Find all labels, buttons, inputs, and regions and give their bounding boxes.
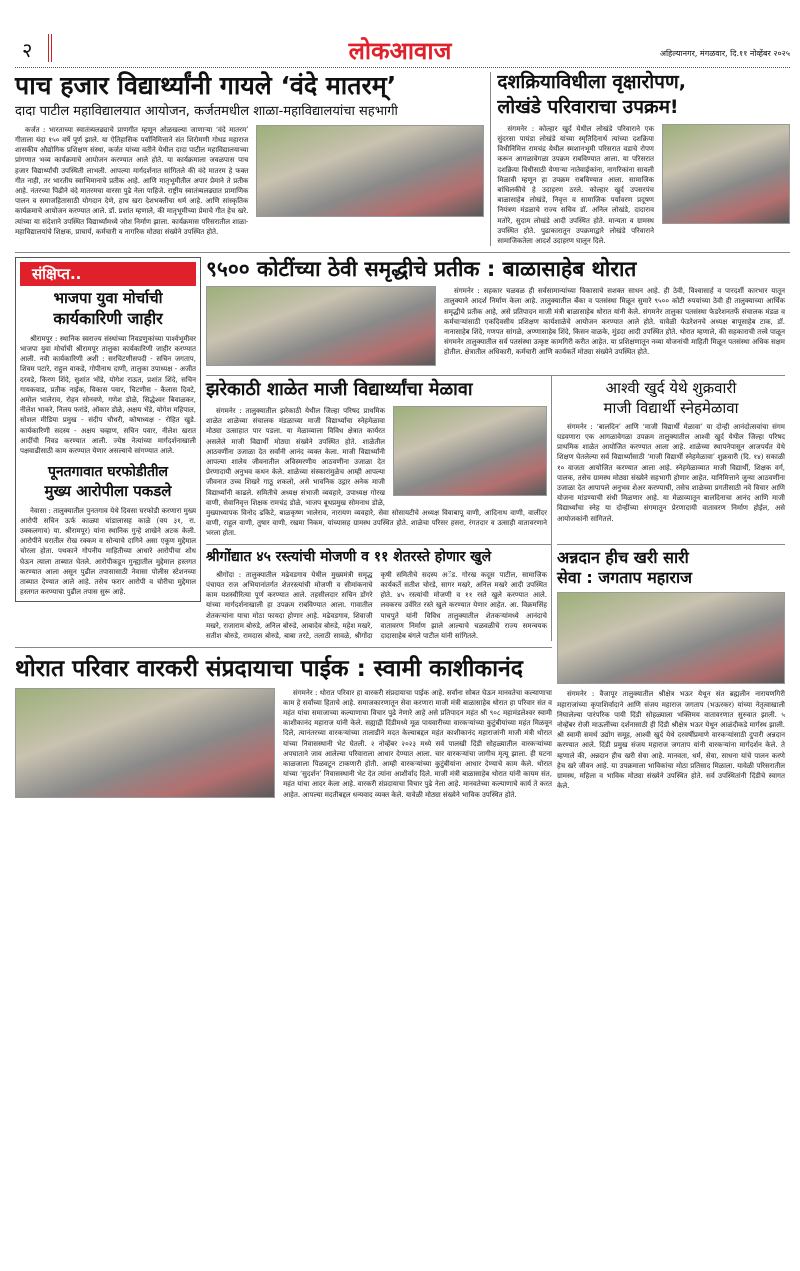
- story3-body: संगमनेर : सहकार चळवळ ही सर्वसामान्यांच्या विकासाचे सशक्त साधन आहे. ही ठेवी, विश्वासार्ह व पारदर्शी कारभार यातून तालुक्याने आदर्श निर्माण केला आहे. तालुक्यातील बँका व पतसंस्था मिळून सुमारे ९५०० कोटी रुपयांच्या ठेवी ही तालुक्याच्या आर्थिक समृद्धीचे प्रतीक आहे, असे प्रतिपादन माजी मंत्री बाळासाहेब थोरात यांनी केले. संगमनेर तालुका पतसंस्था फेडरेशनतर्फे संचालक मंडळ व कर्मचाऱ्यांसाठी एकदिवसीय प्रशिक्षण कार्यशाळेचे आयोजन करण्यात आले होते. यावेळी फेडरेशनचे अध्यक्ष बापूसाहेब टाक, डॉ. नानासाहेब शिंदे, गणपत सांगळे, अण्णासाहेब शिंदे, किसन वाळके, मुंडदा आदी उपस्थित होते. थोरात म्हणाले, की सहकाराची तत्त्वे पाळून संगमनेर तालुक्यातील सर्व पतसंस्था उत्कृष्ट कामगिरी करीत आहेत. या प्रशिक्षणातून नव्या योजनांची माहिती मिळून पतसंस्था अधिक सक्षम होतील. क्षेत्रातील अधिकारी, कर्मचारी आणि कार्यकर्ते मोठ्या संख्येने उपस्थित होते.: [206, 286, 785, 370]
- story1-subhead: दादा पाटील महाविद्यालयात आयोजन, कर्जतमधील शाळा-महाविद्यालयांचा सहभागी: [15, 103, 398, 119]
- story8-photo: [15, 688, 275, 798]
- story7: [557, 545, 785, 802]
- story4: [206, 376, 552, 544]
- brief2-body: नेवासा : तालुक्यातील पुनतगाव येथे दिवसा घरफोडी करणारा मुख्य आरोपी सचिन ऊर्फ काळ्या चांडालासह काळे (वय ३१, रा. उक्कलगाव) या. श्रीरामपूर) यांना स्थानिक गुन्हे शाखेने अटक केली. आरोपीने घरातील रोख रक्कम व सोन्याचे दागिने असा एकूण मुद्देमाल चोरला होता. पथकाने गोपनीय माहितीच्या आधारे आरोपीचा शोध घेऊन त्याला ताब्यात घेतले. आरोपीकडून गुन्ह्यातील मुद्देमाल हस्तगत करण्यात आला असून पुढील तपासासाठी नेवासा पोलीस स्टेशनच्या ताब्यात देण्यात आले आहे. तसेच फरार आरोपी व चोरीचा मुद्देमाल हस्तगत करण्याचा पुढील तपास सुरू आहे.: [20, 506, 196, 597]
- story4-body: संगमनेर : तालुक्यातील झरेकाठी येथील जिल्हा परिषद प्राथमिक शाळेत शाळेच्या संचालक मंडळाच्या माजी विद्यार्थ्यांचा स्नेहमेळावा मोठ्या उत्साहात पार पडला. या मेळाव्याला विविध क्षेत्रात कार्यरत असलेले माजी विद्यार्थी मोठ्या संख्येने उपस्थित होते. शाळेतील आठवणींना उजाळा देत सर्वांनी आनंद व्यक्त केला. माजी विद्यार्थ्यांनी आपल्या शालेय जीवनातील अविस्मरणीय आठवणींना उजाळा देत प्रेरणादायी अनुभव कथन केले. शाळेच्या संस्कारांमुळेच आम्ही आपल्या जीवनात उच्च शिखरे गाठू शकलो, असे भावनिक उद्गार अनेक माजी विद्यार्थ्यांनी काढले. समितीचे अध्यक्ष संभाजी व्यवहारे, उपाध्यक्ष गोरख वाणी, सेवानिवृत्त शिक्षक रामचंद्र डोळे, भाजप बूथप्रमुख सोमनाथ डोळे, मुख्याध्यापक विनोद ढकिटे, बाळकृष्ण भालेराव, नारायण व्यवहारे, सेवा सोसायटीचे अध्यक्ष विवाबापू वाणी, आदिनाथ वाणी, वालींदर वाणी, राहुल वाणी, तुषार वाणी, रखमा निकम, यांच्यासह ग्रामस्थ उपस्थित होते. शाळेचा परिसर हसरा, रंगतदार व उत्साही वातावरणाने भरला होता.: [206, 406, 547, 538]
- brief2-headline-line2: मुख्य आरोपीला पकडले: [44, 482, 172, 501]
- story5-headline-line2: माजी विद्यार्थी स्नेहमेळावा: [603, 398, 739, 417]
- story5-body: संगमनेर : ‘बालदिन’ आणि ‘माजी विद्यार्थी मेळावा’ या दोन्ही आनंदोत्सवांचा संगम घडवणारा एक आगळावेगळा उपक्रम तालुक्यातील आश्वी खुर्द येथील जिल्हा परिषद प्राथमिक शाळेत आयोजित करण्यात आला आहे. शाळेच्या स्थापनेपासून आजपर्यंत येथे शिक्षण घेतलेल्या सर्व विद्यार्थ्यांसाठी ‘माजी विद्यार्थी स्नेहमेळावा’ शुक्रवारी (दि. १४) सकाळी १० वाजता आयोजित करण्यात आला आहे. स्नेहमेळाव्यात माजी विद्यार्थी, शिक्षक वर्ग, पालक, तसेच ग्रामस्थ मोठ्या संख्येने सहभागी होणार आहेत. यानिमित्ताने जुन्या आठवणींना उजाळा देत आपापले अनुभव शेअर करण्याची, तसेच शाळेच्या प्रगतीसाठी नवे विचार आणि योजना मांडण्याची संधी मिळणार आहे. या मेळाव्यातून बालदिनाचा आनंद आणि माजी विद्यार्थ्यांचा स्नेह या दोन्हींच्या संगमातून प्रेरणादायी वातावरण निर्माण होईल, असे आयोजकांनी सांगितले.: [557, 422, 785, 523]
- top-row: [15, 68, 790, 253]
- story1-body: कर्जत : भारताच्या स्वातंत्र्यलढ्याचे प्राणगीत म्हणून ओळखल्या जाणाऱ्या ‘वंदे मातरम’ गीताला यंदा १५० वर्षे पूर्ण झाले. या ऐतिहासिक पर्वानिमित्ताने संत शिरोमणी गोधड महाराज शासकीय औद्योगिक प्रशिक्षण संस्था, कर्जत यांच्या वतीने येथील दादा पाटील महाविद्यालयाच्या प्रांगणात भव्य कार्यक्रमाचे आयोजन करण्यात आले होते. या कार्यक्रमाला जवळपास पाच हजार विद्यार्थ्यांची उपस्थिती लाभली. आपल्या मार्गदर्शनात सांगितले की वंदे मातरम हे फक्त गीत नाही, तर भारतीय स्वाभिमानाचे प्रतीक आहे. आणि मातृभूमीतील अपार प्रेमाने ते प्रतीक आहे. नंतरच्या पिढीने वंदे मातरमचा वारसा पुढे नेला पाहिजे. राष्ट्रीय स्वातंत्र्यलढ्यात प्रामाणिक पालन व समाजहितासाठी योगदान देणे, हाच खरा देशभक्तीचा धर्म आहे. आणि सांस्कृतिक कार्यक्रमाचे आयोजन करण्यात आले. डॉ. प्रशांत म्हणाले, की मातृभूमीच्या प्रेमाचे गीत हेच खरे. त्यांच्या या संदेशाने उपस्थित विद्यार्थ्यांमध्ये जोश निर्माण झाला. कार्यक्रमास परिसरातील शाळा-महाविद्यालयांचे शिक्षक, प्राचार्य, कर्मचारी व नागरिक मोठ्या संख्येने उपस्थित होते.: [15, 125, 484, 237]
- story4-photo: [393, 406, 547, 496]
- masthead-logo: लोकआवाज: [348, 37, 452, 65]
- brief-box: [15, 257, 201, 602]
- story2: [497, 72, 790, 246]
- story6-headline: श्रीगोंद्यात ४५ रस्त्यांची मोजणी व ११ शेतरस्ते होणार खुले: [206, 548, 492, 565]
- story3: [206, 257, 785, 376]
- brief2-headline-line1: पूनतगावात घरफोडीतील: [47, 464, 169, 481]
- story2-photo: [662, 124, 790, 224]
- story5: [557, 376, 785, 544]
- lower-grid: [15, 253, 790, 801]
- page-number: २: [22, 38, 33, 62]
- story8-body: संगमनेर : थोरात परिवार हा वारकरी संप्रदायाचा पाईक आहे. सर्वांना सोबत घेऊन मानवतेचा कल्याणाचा काम हे सर्वांच्या हिताचे आहे. समाजकारणातून सेवा करणारा माजी मंत्री बाळासाहेब थोरात हा परिवार संत व महंत यांचा समाजाच्या कल्याणाचा विचार पुढे नेणारे आहे असे प्रतिपादन महंत श्री ९०८ महामंडलेश्वर स्वामी काशीकानंद महाराज यांनी केले. सह्याद्री दिंडीमध्ये मूळ पायवारीच्या वारकऱ्यांच्या कुटुंबीयांच्या महंत मिळवून दिले, त्यानंतरच्या वारकऱ्यांच्या तालाडीने मदत केल्याबद्दल महंत काशीकानंद महाराजांनी माजी मंत्री थोरात यांच्या निवासस्थानी भेट घेतली. २ नोव्हेंबर २०२३ मध्ये सर्व पालखी दिंडी सोहळ्यातील वारकऱ्यांच्या अपघाताने जाव आलेल्या परिवाराला आधार देण्यात आला. चार वारकऱ्यांचा जागीच मृत्यू झाला. ही घटना काळजाला पिळवटून टाकणारी होती. आम्ही वारकऱ्यांच्या कुटुंबीयांना आधार देण्याचे काम केले. थोरात यांच्या ‘सुदर्शन’ निवासस्थानी भेट देत त्यांना आशीर्वाद दिले. माजी मंत्री बाळासाहेब थोरात यांनी कायम संत, महंत यांचा आदर केला आहे. वारकरी संप्रदायाचा विचार पुढे नेला आहे. मानवतेच्या कल्याणाचे कार्य ते करत आहेत. आपल्या मदतीबद्दल धन्यवाद व्यक्त केले. यावेळी मोठ्या संख्येने भाविक उपस्थित होते.: [15, 688, 552, 802]
- story2-body: संगमनेर : कोल्हार खुर्द येथील लोखंडे परिवाराने एक सुंदरसा पायंडा लोखंडे यांच्या स्मृतिदिनार्थ त्यांच्या दशक्रिया विधीनिमित्त रामचंद्र येथील स्मशानभूमी परिसरात वडाचे रोपण करून आगळावेगळा उपक्रम राबविण्यात आला. या परिसरात दशक्रिया विधीसाठी येणाऱ्या नातेवाईकांना, नागरिकांना सावली मिळावी म्हणून हा उपक्रम राबविण्यात आला. सामाजिक बांधिलकीचे हे उदाहरण ठरले. कोल्हार खुर्द उपसरपंच बाळासाहेब लोखंडे, निवृत्त व सामाजिक पर्यावरण प्रदूषण नियंत्रण मंडळाचे राज्य सचिव डॉ. अनिल लोखंडे, दादाराव मतोरे, सुदाम लोखंडे आदी उपस्थित होते. मान्यता व ग्रामस्थ उपस्थित होते. पुढाकारातून उपक्रमाद्वारे लोखंडे परिवाराने सामाजिकतेला आदर्श उदाहरण घालून दिले.: [497, 124, 790, 246]
- story7-headline-line2: सेवा : जगताप महाराज: [557, 567, 692, 587]
- story6: [206, 545, 552, 642]
- dateline: अहिल्यानगर, मंगळवार, दि.११ नोव्हेंबर २०२५: [659, 49, 790, 58]
- story2-headline-line2: लोखंडे परिवाराचा उपक्रम!: [497, 95, 679, 118]
- story1-headline: पाच हजार विद्यार्थ्यांनी गायले ‘वंदे मातरम्’: [15, 71, 397, 100]
- brief1-headline-line1: भाजपा युवा मोर्चाची: [53, 289, 163, 308]
- brief-label: संक्षिप्त..: [20, 262, 196, 286]
- story2-headline-line1: दशक्रियाविधीला वृक्षारोपण,: [497, 71, 686, 93]
- story6-body: श्रीगोंदा : तालुक्यातील मढेवडगाव येथील मुख्यमंत्री समृद्ध पंचायत राज अभियानांतर्गत शेतरस्त्यांची मोजणी व सीमांकनाचे काम यशस्वीरित्या पूर्ण करण्यात आले. तहसीलदार सचिन डोंगरे यांच्या मार्गदर्शनाखाली हा उपक्रम राबविण्यात आला. गावातील शेतकऱ्यांना याचा मोठा फायदा होणार आहे. मढेवडगाव, शिवाजी मखरे, राजाराम बोरुडे, अनिल बोरुडे, आबादेव बोरुडे, महेश मखरे, सतीश बोरुडे, रामदास बोरुडे, बाबा तरटे, तलाठी सावळे, श्रीगोंदा कृषी समितीचे सदस्य अॅड. गोरख कदूस पाटील, सामाजिक कार्यकर्ते सतीश चोरडे, सागर मखरे, अनिल मखरे आदी उपस्थित होते. ४५ रस्त्यांची मोजणी व ११ रस्ते खुले करण्यात आले. लवकरच उर्वरित रस्ते खुले करण्यात येणार आहेत. आ. विक्रमसिंह पाचपुते यांनी विविध तालुक्यातील शेतकऱ्यांमध्ये आनंदाचे वातावरण निर्माण झाले आल्याचे चळवळीचे राज्य समन्वयक दादासाहेब बंगले पाटील यांनी सांगितले.: [206, 570, 547, 640]
- story3-photo: [206, 286, 436, 366]
- story7-headline-line1: अन्नदान हीच खरी सारी: [557, 547, 689, 567]
- story3-headline: ९५०० कोटींच्या ठेवी समृद्धीचे प्रतीक : बाळासाहेब थोरात: [206, 257, 637, 282]
- page-number-rule: [48, 34, 52, 62]
- story1: [15, 72, 484, 246]
- story4-headline: झरेकाठी शाळेत माजी विद्यार्थ्यांचा मेळावा: [206, 379, 473, 401]
- brief1-headline-line2: कार्यकारिणी जाहीर: [53, 309, 163, 329]
- story8: [15, 647, 552, 801]
- story7-body: संगमनेर : वैजापूर तालुक्यातील श्रीक्षेत्र भऊर येथून संत ब्रह्मलीन नारायणगिरी महाराजांच्या कृपाशिर्वादाने आणि संजय महाराज जगताप (भऊरकर) यांच्या नेतृत्वाखाली निघालेल्या पारंपरिक पायी दिंडी सोहळ्याला भक्तिमय वातावरणात सुरुवात झाली. ५ नोव्हेंबर रोजी माऊलींच्या दर्शनासाठी ही दिंडी श्रीक्षेत्र भऊर येथून आळंदीकडे मार्गस्थ झाली. श्री स्वामी समर्थ उद्योग समूह, आश्वी खुर्द येथे दरवर्षीप्रमाणे वारकऱ्यांसाठी दुपारी अन्नदान करण्यात आले. दिंडी प्रमुख संजय महाराज जगताप यांनी वारकऱ्यांना मार्गदर्शन केले. ते म्हणाले की, अन्नदान हीच खरी सेवा आहे. मानवता, धर्म, सेवा, साधना यांचे पालन करणे हेच खरे जीवन आहे. या उपक्रमाला भाविकांचा मोठा प्रतिसाद मिळाला. यावेळी परिसरातील ग्रामस्थ, महिला व भाविक मोठ्या संख्येने उपस्थित होते. सर्व उपस्थितांनी दिंडीचे स्वागत केले.: [557, 690, 785, 791]
- story1-photo: [256, 125, 484, 217]
- column-divider: [490, 72, 491, 246]
- story7-photo: [557, 592, 785, 684]
- brief1-body: श्रीरामपूर : स्थानिक स्वराज्य संस्थांच्या निवडणुकांच्या पार्श्वभूमीवर भाजपा युवा मोर्चाची श्रीरामपूर तालुका कार्यकारिणी जाहीर करण्यात आली. नवी कार्यकारिणी अशी : सरचिटणीसपदी - सचिन जगताप, शिवम पटारे, राहुल वाकडे, गोपीनाथ दाणी, तालुका उपाध्यक्ष - अजीत दरवडे, किरण शिंदे, सुशांत भोंडे, योगेश राऊत, प्रशांत शिंदे, सचिन गायकवाड, प्रतीक नाईक, विकास पवार, चिटणीस - कैलास दिवटे, अमोल भालेराव, रोहन सोनवणे, गणेश डोळे, सिद्धेश्वर बिवाळकर, नीलेश भाकरे, निलय फरांडे, ओंकार डोळे, अक्षय भेंडे, योगेश महिपाल, सोशल मीडिया प्रमुख - संदीप चौधरी, कोषाध्यक्ष - रोहित खुडे. कार्यकारिणी सदस्य - अक्षय चव्हाण, सचिन पवार, नीलेश खरात आदींची निवड करण्यात आली. ज्येष्ठ नेत्यांच्या मार्गदर्शनाखाली पक्षवाढीसाठी काम करण्यात येणार असल्याचे सांगण्यात आले.: [20, 334, 196, 455]
- page-header: [15, 0, 790, 68]
- story8-headline: थोरात परिवार वारकरी संप्रदायाचा पाईक : स्वामी काशीकानंद: [15, 656, 523, 683]
- story5-headline-line1: आश्वी खुर्द येथे शुक्रवारी: [605, 379, 737, 398]
